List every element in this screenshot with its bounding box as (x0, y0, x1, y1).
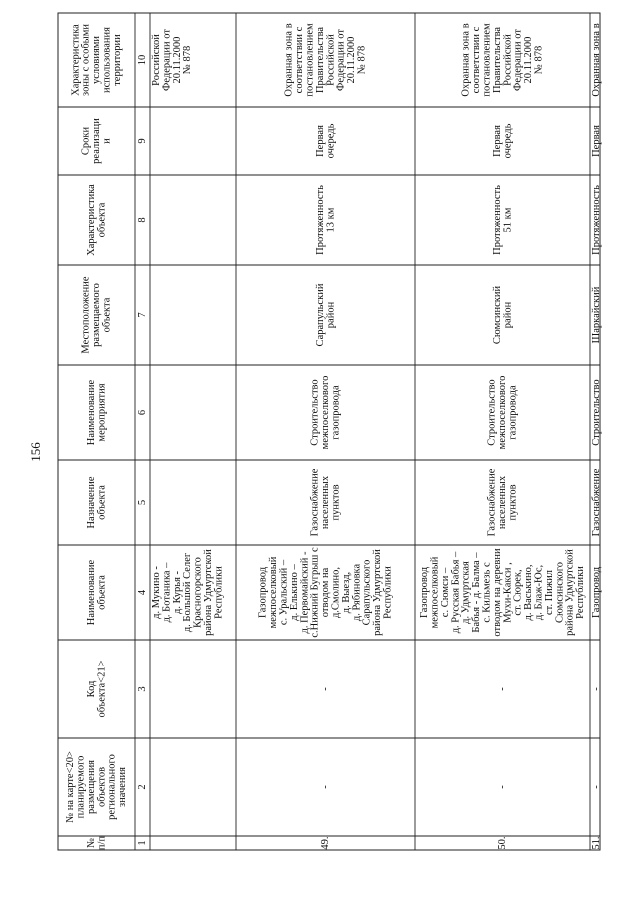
table-cell: Российской (325, 34, 337, 86)
table-cell: № 878 (182, 45, 194, 75)
table-cell: Газопровод (591, 566, 602, 619)
column-number: 5 (137, 499, 149, 506)
table-cell: межпоселкового (497, 375, 509, 450)
column-number: 4 (137, 589, 149, 596)
table-cell: - (497, 785, 509, 789)
column-header: № на карте<20> (65, 751, 77, 823)
table-cell: д. Удмуртская (460, 561, 472, 624)
table-cell: д. Русская Бабья – (450, 551, 462, 634)
table-cell: д. Мукино - (151, 566, 162, 619)
table-cell: 50. (497, 836, 509, 850)
table-cell: Бабья - д. Балма – (471, 552, 483, 633)
table-cell: Республики (382, 566, 394, 619)
column-header: мероприятия (96, 383, 108, 442)
table-cell: Сюмсинского (554, 561, 566, 624)
table-cell: Сарапульский (314, 283, 326, 347)
table-cell: с.Нижний Бугрыш с (309, 547, 321, 638)
table-cell: пунктов (330, 484, 342, 521)
table-cell: населенных (497, 475, 509, 530)
table-cell: Газоснабжение (309, 468, 321, 537)
column-header: регионального (106, 754, 118, 820)
table-cell: очередь (325, 123, 337, 159)
column-header: объекта (96, 485, 108, 520)
table-cell: д. Рябиновка (351, 563, 363, 622)
table-cell: Правительства (491, 26, 503, 94)
table-cell: района Удмуртской (564, 549, 576, 636)
table-cell: № 878 (356, 45, 368, 75)
table-cell: с. Уральский – (278, 559, 290, 626)
column-header: и (101, 138, 113, 144)
table-cell: Строительство (591, 379, 602, 446)
table-cell: - (320, 785, 332, 789)
table-cell: пунктов (507, 484, 519, 521)
column-header: Наименование (85, 559, 97, 626)
table-cell: ст. Пижил (543, 569, 555, 616)
table-cell: района Удмуртской (203, 549, 214, 636)
column-header: условиями (91, 35, 103, 85)
table-cell: район (502, 301, 514, 329)
table-cell: Строительство (309, 379, 321, 446)
table-cell: 51 км (502, 207, 514, 233)
table-cell: Республики (213, 566, 225, 619)
table-cell: 49. (320, 836, 332, 850)
table-cell: 13 км (325, 207, 337, 233)
table-cell: д. Васькино, (523, 564, 535, 621)
column-number: 6 (137, 409, 149, 416)
table-cell: отводом на деревни (491, 548, 503, 637)
table-cell: ст. Сюрек, (512, 569, 524, 616)
table-cell: с. Сюмси – (439, 567, 451, 618)
table-cell: 20.11.2000 (171, 36, 183, 84)
table-cell: Первая (591, 125, 602, 157)
table-cell: Протяженность (491, 185, 503, 255)
column-header: значения (117, 766, 129, 808)
table-cell: - (591, 687, 602, 691)
column-header: объектов (96, 766, 108, 808)
table-cell: д. Елькино – (288, 564, 300, 621)
table-cell: газопровода (507, 385, 519, 440)
table-cell: постановлением (304, 23, 316, 97)
table-cell: Протяженность (591, 185, 602, 255)
table-cell: Федерации от (335, 29, 347, 91)
table-cell: д. Блаж-Юс, (533, 564, 545, 621)
table-cell: Охранная зона в (283, 23, 295, 97)
column-header: использования (101, 27, 113, 93)
column-number: 3 (137, 686, 149, 692)
table-cell: Федерации от (161, 29, 173, 91)
table-cell: межпоселковый (268, 556, 280, 629)
table-cell: населенных (320, 475, 332, 530)
table-cell: д. Выезд, (340, 571, 352, 614)
column-header: территории (111, 34, 123, 86)
column-header: Наименование (85, 379, 97, 446)
column-number: 9 (137, 138, 149, 144)
table-cell: 51. (591, 836, 602, 850)
table-cell: д. Первомайский - (299, 551, 311, 634)
column-number: 8 (137, 217, 149, 223)
table-cell: Газоснабжение (486, 468, 498, 537)
column-header: объекта (101, 297, 113, 333)
column-header: объекта (96, 202, 108, 238)
table-cell: Российской (151, 34, 162, 86)
table-cell: 20.11.2000 (523, 36, 535, 84)
column-header: п/п (96, 835, 108, 851)
table-cell: Протяженность (314, 185, 326, 255)
table-cell: Газопровод (419, 566, 431, 619)
table-cell: Правительства (314, 26, 326, 94)
column-header: планируемого (75, 755, 87, 819)
table-cell: района Удмуртской (372, 549, 384, 636)
table-cell: д. Большой Селег (182, 552, 194, 633)
column-header: Характеристика (70, 24, 82, 96)
table-cell: Охранная зона в (460, 23, 472, 97)
table-cell: газопровода (330, 385, 342, 440)
table-cell: д. Ботаника – (161, 562, 173, 623)
table-cell: Газопровод (257, 566, 269, 619)
column-header: Местоположение (80, 276, 92, 354)
table-cell: д. Курья - (171, 570, 183, 615)
table-cell: Первая (314, 125, 326, 157)
table-cell: № 878 (533, 45, 545, 75)
column-header: реализаци (91, 118, 103, 164)
table-cell: очередь (502, 123, 514, 159)
table-cell: Шаркайский (591, 286, 602, 344)
table-cell: Мухи-Какси , (502, 562, 514, 623)
table-cell: - (320, 687, 332, 691)
table-cell: Охранная зона в (591, 23, 602, 97)
column-header: Сроки (80, 126, 92, 156)
column-header: Характеристика (85, 184, 97, 256)
table-cell: соответствии с (471, 26, 483, 94)
table-cell: постановлением (481, 23, 493, 97)
column-header: зоны с особыми (80, 23, 92, 97)
column-header: № (85, 837, 97, 849)
table-cell: Газоснабжение (591, 468, 602, 537)
column-header: Код (85, 680, 97, 698)
table-cell: - (591, 785, 602, 789)
table-cell: соответствии с (294, 26, 306, 94)
table-cell: Первая (491, 125, 503, 157)
column-number: 7 (137, 312, 149, 318)
table-cell: Сюмсинский (491, 285, 503, 345)
table-cell: - (497, 687, 509, 691)
column-header: объекта<21> (96, 660, 108, 718)
table-cell: Российской (502, 34, 514, 86)
table-cell: Федерации от (512, 29, 524, 91)
column-number: 2 (137, 784, 149, 790)
table-cell: межпоселковый (429, 556, 441, 629)
table-cell: д.Смолино, (330, 566, 342, 619)
column-number: 1 (137, 840, 149, 846)
table-cell: отводом на (320, 567, 332, 618)
table-cell: Сарапульского (361, 559, 373, 626)
table-cell: Строительство (486, 379, 498, 446)
table-cell: 20.11.2000 (346, 36, 358, 84)
table-cell: с. Кильмезь с (481, 562, 493, 623)
column-header: объекта (96, 575, 108, 610)
column-header: размещения (85, 759, 97, 815)
column-header: Назначение (85, 476, 97, 529)
column-header: размещаемого (91, 283, 103, 347)
column-number: 10 (137, 54, 149, 66)
page-number: 156 (27, 442, 43, 462)
table-cell: Республики (575, 566, 587, 619)
table-cell: межпоселкового (320, 375, 332, 450)
table-cell: район (325, 301, 337, 329)
table-cell: Красногорского (192, 557, 204, 628)
